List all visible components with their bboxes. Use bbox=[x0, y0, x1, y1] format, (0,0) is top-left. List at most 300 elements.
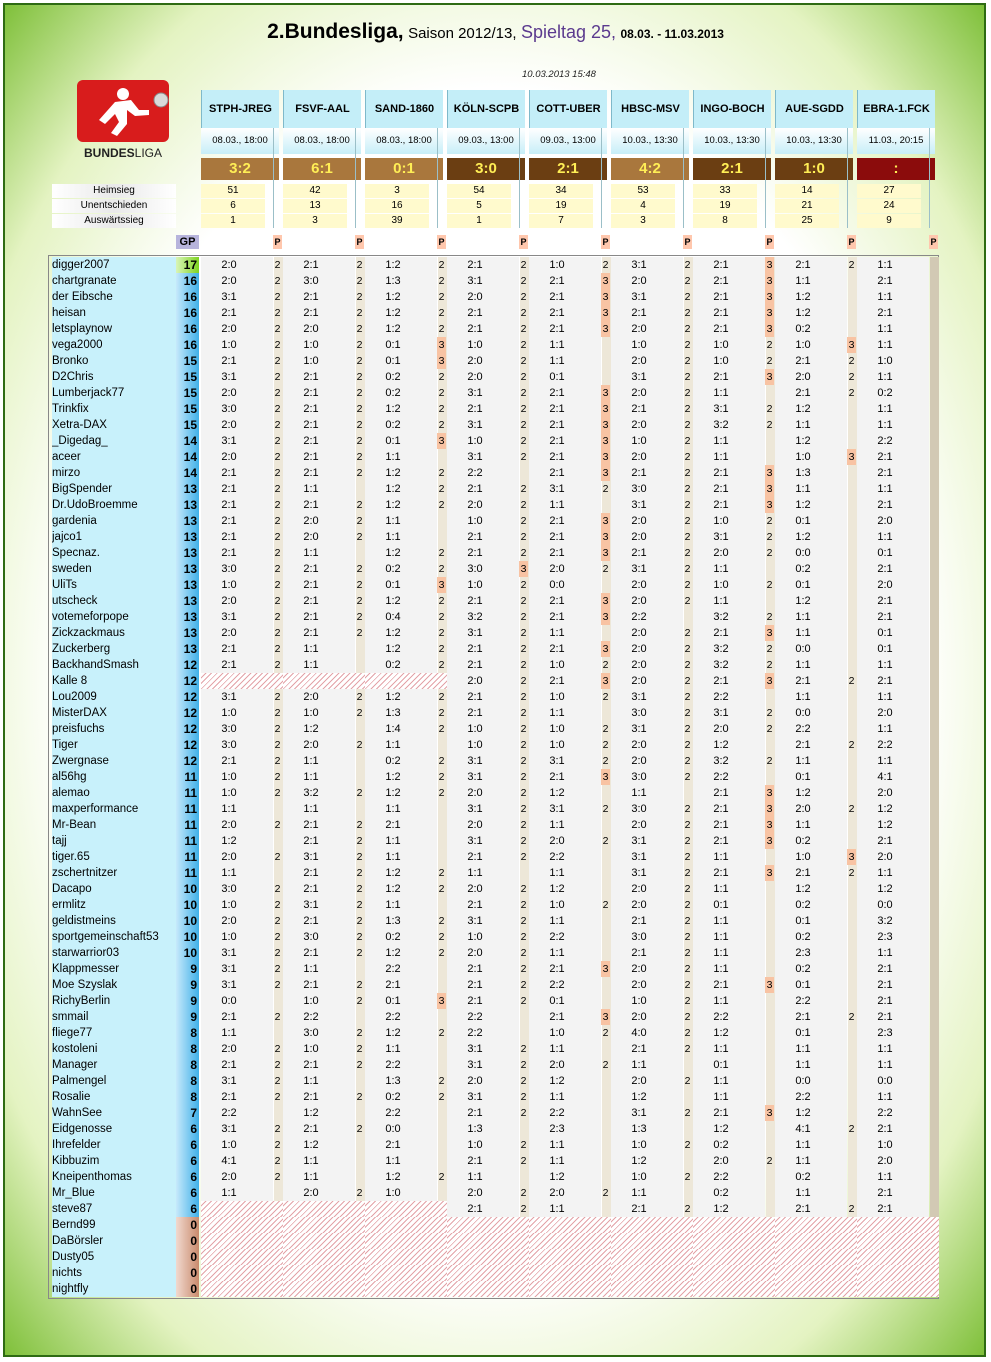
tip-points bbox=[765, 1073, 774, 1089]
tip-points: 2 bbox=[684, 579, 691, 591]
missing-tip bbox=[529, 1217, 611, 1233]
tip-value: 1:1 bbox=[877, 371, 893, 383]
player-name[interactable]: Kibbuzim bbox=[52, 1153, 176, 1169]
tip-value: 0:0 bbox=[795, 707, 811, 719]
tip-value: 2:1 bbox=[549, 403, 565, 415]
tip-points bbox=[847, 689, 856, 705]
tip-value: 1:1 bbox=[877, 419, 893, 431]
player-name[interactable]: preisfuchs bbox=[52, 721, 176, 737]
tip-value: 1:1 bbox=[877, 659, 893, 671]
tip-value: 3:1 bbox=[549, 483, 565, 495]
player-name[interactable]: kostoleni bbox=[52, 1041, 176, 1057]
tip-value: 1:0 bbox=[713, 515, 729, 527]
tip-points: 2 bbox=[274, 931, 281, 943]
tip-points: 2 bbox=[766, 419, 773, 431]
tip-points: 2 bbox=[766, 707, 773, 719]
player-name[interactable]: Rosalie bbox=[52, 1089, 176, 1105]
tip-value: 3:1 bbox=[549, 755, 565, 767]
player-name[interactable]: alemao bbox=[52, 785, 176, 801]
player-name[interactable]: nichts bbox=[52, 1265, 176, 1281]
tip-points bbox=[601, 913, 610, 929]
tip-value: 2:0 bbox=[221, 275, 237, 287]
tip-points bbox=[355, 1009, 364, 1025]
tip-value: 1:2 bbox=[877, 883, 893, 895]
player-name[interactable]: sportgemeinschaft53 bbox=[52, 929, 176, 945]
tip-value: 1:1 bbox=[385, 803, 401, 815]
tip-points: 3 bbox=[766, 819, 773, 831]
tip-points: 3 bbox=[766, 307, 773, 319]
missing-tip bbox=[365, 1265, 447, 1281]
tip-points: 2 bbox=[520, 1203, 527, 1215]
player-name[interactable]: MisterDAX bbox=[52, 705, 176, 721]
tip-points bbox=[929, 1025, 938, 1041]
missing-tip bbox=[529, 1233, 611, 1249]
player-name[interactable]: digger2007 bbox=[52, 257, 176, 273]
tip-points: 2 bbox=[438, 595, 445, 607]
tip-points: 2 bbox=[766, 403, 773, 415]
tip-points: 2 bbox=[602, 259, 609, 271]
player-name[interactable]: jajco1 bbox=[52, 529, 176, 545]
tip-value: 2:1 bbox=[467, 979, 483, 991]
player-name[interactable]: vega2000 bbox=[52, 337, 176, 353]
tip-value: 3:1 bbox=[467, 755, 483, 767]
tip-points bbox=[765, 449, 774, 465]
tip-value: 2:0 bbox=[877, 787, 893, 799]
tip-points: 2 bbox=[356, 419, 363, 431]
tip-value: 1:0 bbox=[631, 435, 647, 447]
player-name[interactable]: Lumberjack77 bbox=[52, 385, 176, 401]
tip-value: 1:1 bbox=[877, 291, 893, 303]
tip-value: 2:1 bbox=[221, 355, 237, 367]
player-name[interactable]: Kalle 8 bbox=[52, 673, 176, 689]
tip-value: 2:0 bbox=[221, 819, 237, 831]
tip-value: 1:1 bbox=[877, 947, 893, 959]
tip-points bbox=[929, 721, 938, 737]
tip-points: 3 bbox=[766, 291, 773, 303]
tip-points: 2 bbox=[848, 355, 855, 367]
tip-points bbox=[601, 1169, 610, 1185]
player-name[interactable]: D2Chris bbox=[52, 369, 176, 385]
tip-value: 2:0 bbox=[467, 883, 483, 895]
tip-value: 1:1 bbox=[385, 739, 401, 751]
player-name[interactable]: tajj bbox=[52, 833, 176, 849]
tip-points bbox=[929, 593, 938, 609]
player-name[interactable]: Manager bbox=[52, 1057, 176, 1073]
game-points: 17 bbox=[176, 257, 199, 273]
tip-points bbox=[929, 497, 938, 513]
tip-value: 0:2 bbox=[385, 419, 401, 431]
tip-points: 2 bbox=[602, 563, 609, 575]
tip-points: 3 bbox=[438, 355, 445, 367]
tip-value: 2:0 bbox=[795, 803, 811, 815]
tip-value: 1:1 bbox=[385, 851, 401, 863]
player-name[interactable]: Mr_Blue bbox=[52, 1185, 176, 1201]
tip-points: 2 bbox=[684, 627, 691, 639]
tip-value: 3:1 bbox=[713, 707, 729, 719]
tip-points: 2 bbox=[684, 355, 691, 367]
player-name[interactable]: Zwergnase bbox=[52, 753, 176, 769]
player-name[interactable]: _Digedag_ bbox=[52, 433, 176, 449]
points-header: P bbox=[602, 237, 609, 247]
tip-value: 2:1 bbox=[467, 899, 483, 911]
tip-value: 2:2 bbox=[549, 979, 565, 991]
player-name[interactable]: chartgranate bbox=[52, 273, 176, 289]
tip-points: 2 bbox=[520, 819, 527, 831]
tip-value: 1:0 bbox=[221, 707, 237, 719]
tip-value: 1:1 bbox=[795, 483, 811, 495]
tip-value: 2:1 bbox=[877, 499, 893, 511]
tip-points: 2 bbox=[356, 275, 363, 287]
tip-value: 1:2 bbox=[303, 1107, 319, 1119]
tip-points bbox=[765, 1121, 774, 1137]
tip-value: 1:1 bbox=[303, 963, 319, 975]
player-name[interactable]: RichyBerlin bbox=[52, 993, 176, 1009]
tip-value: 3:1 bbox=[467, 627, 483, 639]
tip-points bbox=[437, 833, 446, 849]
tip-points bbox=[437, 977, 446, 993]
tip-value: 2:2 bbox=[877, 739, 893, 751]
match-date: 09.03., 13:00 bbox=[529, 128, 607, 154]
tip-value: 2:1 bbox=[549, 547, 565, 559]
player-name[interactable]: votemeforpope bbox=[52, 609, 176, 625]
tip-points: 2 bbox=[356, 915, 363, 927]
tip-points bbox=[355, 753, 364, 769]
tip-value: 1:1 bbox=[303, 659, 319, 671]
tip-points: 2 bbox=[356, 579, 363, 591]
player-name[interactable]: zschertnitzer bbox=[52, 865, 176, 881]
player-name[interactable]: sweden bbox=[52, 561, 176, 577]
tip-points: 3 bbox=[438, 339, 445, 351]
tip-value: 2:1 bbox=[549, 1011, 565, 1023]
tip-points: 2 bbox=[520, 1075, 527, 1087]
tip-points: 2 bbox=[274, 979, 281, 991]
tip-points: 2 bbox=[520, 787, 527, 799]
missing-tip bbox=[693, 1281, 775, 1297]
tip-value: 0:2 bbox=[877, 387, 893, 399]
tip-value: 3:1 bbox=[221, 1123, 237, 1135]
player-name[interactable]: tiger.65 bbox=[52, 849, 176, 865]
tip-points: 2 bbox=[520, 435, 527, 447]
tip-value: 2:1 bbox=[549, 435, 565, 447]
player-name[interactable]: Dusty05 bbox=[52, 1249, 176, 1265]
tip-points: 2 bbox=[356, 531, 363, 543]
tip-value: 1:0 bbox=[549, 259, 565, 271]
missing-tip bbox=[365, 1249, 447, 1265]
game-points: 16 bbox=[176, 337, 199, 353]
tip-value: 2:0 bbox=[303, 739, 319, 751]
tip-points bbox=[847, 993, 856, 1009]
tip-value: 1:2 bbox=[385, 643, 401, 655]
tip-points: 2 bbox=[684, 387, 691, 399]
player-name[interactable]: gardenia bbox=[52, 513, 176, 529]
player-name[interactable]: ermlitz bbox=[52, 897, 176, 913]
tip-points: 2 bbox=[356, 835, 363, 847]
tip-points bbox=[929, 881, 938, 897]
tip-value: 0:1 bbox=[877, 627, 893, 639]
player-name[interactable]: BackhandSmash bbox=[52, 657, 176, 673]
match-stat: 4 bbox=[611, 199, 675, 213]
tip-value: 2:0 bbox=[631, 659, 647, 671]
player-name[interactable]: Trinkfix bbox=[52, 401, 176, 417]
player-name[interactable]: Bronko bbox=[52, 353, 176, 369]
tip-points: 2 bbox=[274, 691, 281, 703]
tip-points bbox=[519, 1009, 528, 1025]
tip-value: 3:1 bbox=[303, 851, 319, 863]
player-name[interactable]: Kneipenthomas bbox=[52, 1169, 176, 1185]
tip-points bbox=[929, 785, 938, 801]
tip-value: 2:1 bbox=[467, 659, 483, 671]
player-name[interactable]: BigSpender bbox=[52, 481, 176, 497]
match-result: 1:0 bbox=[775, 158, 853, 180]
tip-value: 3:1 bbox=[221, 947, 237, 959]
player-name[interactable]: Dr.UdoBroemme bbox=[52, 497, 176, 513]
tip-points: 2 bbox=[274, 547, 281, 559]
player-name[interactable]: maxperformance bbox=[52, 801, 176, 817]
player-name[interactable]: Zuckerberg bbox=[52, 641, 176, 657]
tip-value: 1:1 bbox=[795, 1043, 811, 1055]
missing-tip bbox=[447, 1217, 529, 1233]
tip-points bbox=[355, 721, 364, 737]
tip-value: 2:1 bbox=[303, 819, 319, 831]
tip-value: 2:2 bbox=[631, 611, 647, 623]
tip-value: 1:1 bbox=[877, 259, 893, 271]
tip-points: 3 bbox=[766, 979, 773, 991]
player-name[interactable]: Moe Szyslak bbox=[52, 977, 176, 993]
tip-points: 2 bbox=[520, 275, 527, 287]
tip-value: 2:0 bbox=[877, 707, 893, 719]
player-name[interactable]: geldistmeins bbox=[52, 913, 176, 929]
game-points: 12 bbox=[176, 689, 199, 705]
game-points: 9 bbox=[176, 1009, 199, 1025]
tip-value: 1:2 bbox=[221, 835, 237, 847]
tip-value: 2:0 bbox=[631, 451, 647, 463]
tip-points: 2 bbox=[684, 755, 691, 767]
tip-points bbox=[601, 1121, 610, 1137]
tip-value: 3:0 bbox=[631, 771, 647, 783]
tip-value: 2:1 bbox=[303, 435, 319, 447]
player-name[interactable]: fliege77 bbox=[52, 1025, 176, 1041]
player-name[interactable]: der Eibsche bbox=[52, 289, 176, 305]
game-points: 16 bbox=[176, 273, 199, 289]
player-name[interactable]: nightfly bbox=[52, 1281, 176, 1297]
player-name[interactable]: DaBörsler bbox=[52, 1233, 176, 1249]
tip-points: 2 bbox=[520, 1091, 527, 1103]
game-points: 6 bbox=[176, 1201, 199, 1217]
game-points: 16 bbox=[176, 289, 199, 305]
timestamp: 10.03.2013 15:48 bbox=[522, 69, 596, 80]
tip-value: 1:0 bbox=[385, 1187, 401, 1199]
tip-points: 2 bbox=[602, 483, 609, 495]
tip-points: 2 bbox=[356, 499, 363, 511]
tip-value: 2:2 bbox=[385, 963, 401, 975]
missing-tip bbox=[529, 1249, 611, 1265]
player-name[interactable]: starwarrior03 bbox=[52, 945, 176, 961]
player-name[interactable]: Lou2009 bbox=[52, 689, 176, 705]
game-points: 13 bbox=[176, 561, 199, 577]
tip-value: 2:1 bbox=[467, 1155, 483, 1167]
tip-points bbox=[437, 449, 446, 465]
tip-value: 2:2 bbox=[303, 1011, 319, 1023]
player-name[interactable]: letsplaynow bbox=[52, 321, 176, 337]
tip-value: 3:1 bbox=[467, 1091, 483, 1103]
tip-value: 2:0 bbox=[631, 627, 647, 639]
tip-points: 2 bbox=[684, 1107, 691, 1119]
tip-points bbox=[847, 273, 856, 289]
gp-header: GP bbox=[176, 235, 199, 249]
tip-value: 2:1 bbox=[303, 403, 319, 415]
tip-value: 1:1 bbox=[795, 1187, 811, 1199]
player-name[interactable]: WahnSee bbox=[52, 1105, 176, 1121]
game-points: 6 bbox=[176, 1169, 199, 1185]
player-name[interactable]: mirzo bbox=[52, 465, 176, 481]
tip-points: 2 bbox=[356, 259, 363, 271]
tip-points bbox=[437, 897, 446, 913]
tip-points: 2 bbox=[684, 883, 691, 895]
game-points: 15 bbox=[176, 385, 199, 401]
player-name[interactable]: aceer bbox=[52, 449, 176, 465]
tip-points: 2 bbox=[684, 275, 691, 287]
tip-points bbox=[765, 897, 774, 913]
match-stat: 54 bbox=[447, 184, 511, 198]
player-name[interactable]: Ihrefelder bbox=[52, 1137, 176, 1153]
tip-value: 2:1 bbox=[303, 627, 319, 639]
tip-points: 2 bbox=[438, 1075, 445, 1087]
tip-value: 0:2 bbox=[385, 659, 401, 671]
player-name[interactable]: al56hg bbox=[52, 769, 176, 785]
tip-value: 1:1 bbox=[385, 451, 401, 463]
tip-value: 3:1 bbox=[467, 915, 483, 927]
player-name[interactable]: smmail bbox=[52, 1009, 176, 1025]
tip-value: 2:1 bbox=[713, 835, 729, 847]
tip-value: 2:2 bbox=[467, 1027, 483, 1039]
tip-value: 1:1 bbox=[877, 531, 893, 543]
tip-value: 2:1 bbox=[549, 275, 565, 287]
tip-points bbox=[437, 1009, 446, 1025]
player-name[interactable]: steve87 bbox=[52, 1201, 176, 1217]
tip-points bbox=[929, 625, 938, 641]
tip-value: 0:2 bbox=[795, 563, 811, 575]
tip-points bbox=[601, 785, 610, 801]
tip-points: 2 bbox=[520, 851, 527, 863]
tip-value: 0:1 bbox=[877, 643, 893, 655]
tip-value: 2:0 bbox=[631, 595, 647, 607]
tip-points: 3 bbox=[848, 451, 855, 463]
missing-tip bbox=[283, 1233, 365, 1249]
tip-value: 2:1 bbox=[221, 755, 237, 767]
tip-value: 2:0 bbox=[221, 915, 237, 927]
tip-value: 0:1 bbox=[795, 979, 811, 991]
tip-points bbox=[437, 737, 446, 753]
tip-value: 2:1 bbox=[549, 963, 565, 975]
player-name[interactable]: utscheck bbox=[52, 593, 176, 609]
tip-points: 2 bbox=[274, 339, 281, 351]
tip-value: 0:2 bbox=[385, 371, 401, 383]
tip-value: 1:1 bbox=[221, 1027, 237, 1039]
player-name[interactable]: Klappmesser bbox=[52, 961, 176, 977]
tip-value: 2:0 bbox=[631, 387, 647, 399]
column-divider bbox=[355, 128, 356, 228]
tip-points: 2 bbox=[766, 723, 773, 735]
game-points: 6 bbox=[176, 1137, 199, 1153]
match-date: 08.03., 18:00 bbox=[365, 128, 443, 154]
tip-points bbox=[929, 545, 938, 561]
tip-value: 1:1 bbox=[877, 1091, 893, 1103]
tip-value: 2:2 bbox=[795, 1091, 811, 1103]
tip-value: 2:0 bbox=[877, 851, 893, 863]
tip-points: 2 bbox=[356, 899, 363, 911]
tip-points: 3 bbox=[766, 259, 773, 271]
missing-tip bbox=[775, 1217, 857, 1233]
tip-value: 2:0 bbox=[221, 1043, 237, 1055]
player-name[interactable]: Bernd99 bbox=[52, 1217, 176, 1233]
tip-value: 2:1 bbox=[549, 451, 565, 463]
tip-points bbox=[437, 961, 446, 977]
player-name[interactable]: Xetra-DAX bbox=[52, 417, 176, 433]
tip-points: 2 bbox=[356, 947, 363, 959]
tip-points: 2 bbox=[274, 1059, 281, 1071]
tip-points bbox=[847, 1073, 856, 1089]
tip-value: 2:1 bbox=[877, 995, 893, 1007]
tip-value: 1:0 bbox=[713, 355, 729, 367]
tip-points: 3 bbox=[766, 371, 773, 383]
tip-value: 1:0 bbox=[467, 931, 483, 943]
tip-value: 2:0 bbox=[467, 787, 483, 799]
tip-points: 2 bbox=[766, 611, 773, 623]
tip-points bbox=[929, 1121, 938, 1137]
player-name[interactable]: Zickzackmaus bbox=[52, 625, 176, 641]
tip-value: 1:1 bbox=[303, 755, 319, 767]
match-result: 6:1 bbox=[283, 158, 361, 180]
player-name[interactable]: Palmengel bbox=[52, 1073, 176, 1089]
tip-value: 3:1 bbox=[221, 371, 237, 383]
tip-value: 2:0 bbox=[221, 387, 237, 399]
match-stat: 7 bbox=[529, 214, 593, 228]
player-name[interactable]: Dacapo bbox=[52, 881, 176, 897]
tip-points: 3 bbox=[602, 771, 609, 783]
player-name[interactable]: Specnaz. bbox=[52, 545, 176, 561]
player-name[interactable]: UliTs bbox=[52, 577, 176, 593]
tip-value: 1:1 bbox=[385, 899, 401, 911]
tip-points: 2 bbox=[684, 675, 691, 687]
tip-points bbox=[847, 1185, 856, 1201]
tip-points: 2 bbox=[520, 355, 527, 367]
tip-value: 0:1 bbox=[385, 579, 401, 591]
tip-value: 1:1 bbox=[303, 1171, 319, 1183]
tip-points bbox=[929, 449, 938, 465]
tip-value: 3:1 bbox=[631, 851, 647, 863]
tip-value: 2:0 bbox=[631, 531, 647, 543]
tip-value: 2:2 bbox=[877, 435, 893, 447]
tip-points: 2 bbox=[602, 691, 609, 703]
player-name[interactable]: Eidgenosse bbox=[52, 1121, 176, 1137]
tip-points: 2 bbox=[274, 771, 281, 783]
tip-points: 2 bbox=[356, 307, 363, 319]
tip-points: 2 bbox=[602, 755, 609, 767]
tip-points bbox=[765, 593, 774, 609]
tip-points: 2 bbox=[356, 1091, 363, 1103]
player-name[interactable]: Mr-Bean bbox=[52, 817, 176, 833]
tip-points: 2 bbox=[274, 659, 281, 671]
tip-value: 2:1 bbox=[303, 915, 319, 927]
match-stat: 19 bbox=[529, 199, 593, 213]
tip-points: 2 bbox=[520, 979, 527, 991]
missing-tip bbox=[447, 1233, 529, 1249]
tip-value: 0:1 bbox=[385, 435, 401, 447]
tip-points: 2 bbox=[438, 1027, 445, 1039]
player-name[interactable]: heisan bbox=[52, 305, 176, 321]
player-name[interactable]: Tiger bbox=[52, 737, 176, 753]
tip-value: 3:1 bbox=[713, 531, 729, 543]
